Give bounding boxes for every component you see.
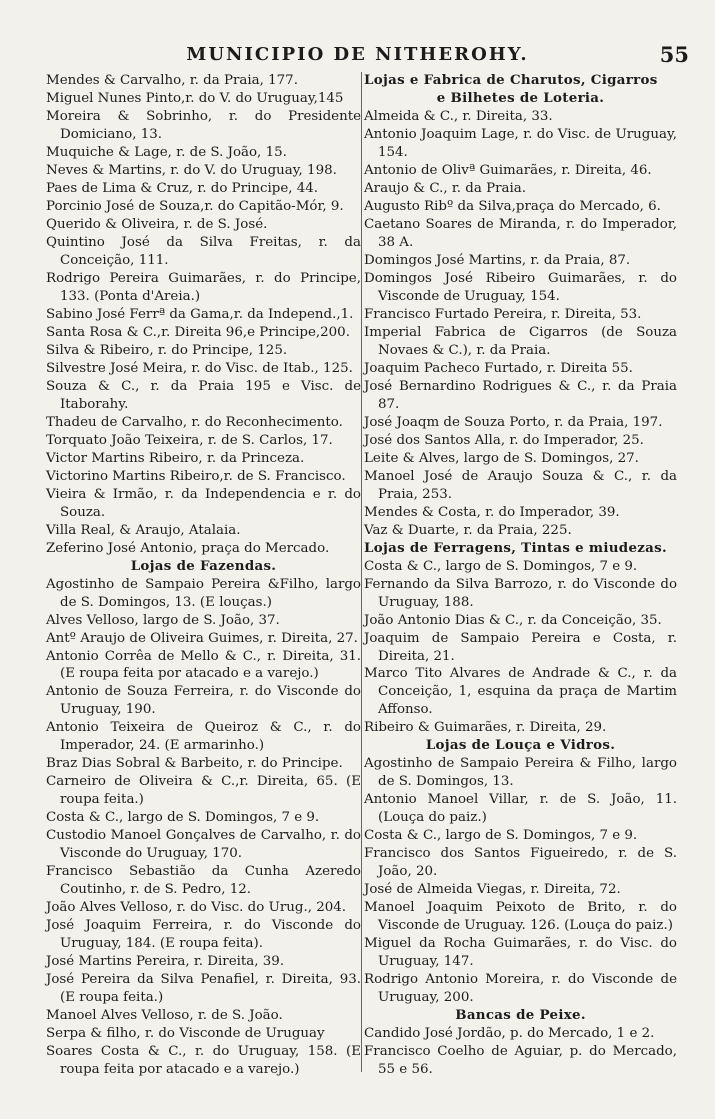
directory-entry: Rodrigo Antonio Moreira, r. do Visconde de Uruguay, 200. (364, 972, 677, 1006)
directory-entry: Domingos José Ribeiro Guimarães, r. do Visconde de Uruguay, 154. (364, 270, 677, 304)
directory-entry: João Alves Velloso, r. do Visc. do Urug., 204. (46, 900, 347, 916)
directory-entry: João Antonio Dias & C., r. da Conceição, 35. (364, 612, 662, 628)
directory-entry: Costa & C., largo de S. Domingos, 7 e 9. (364, 828, 638, 844)
directory-entry: Mendes & Costa, r. do Imperador, 39. (364, 504, 620, 520)
directory-entry: Antonio de Souza Ferreira, r. do Visconde do Uruguay, 190. (46, 684, 361, 718)
directory-entry: Joaquim Pacheco Furtado, r. Direita 55. (364, 360, 633, 376)
directory-entry: Agostinho de Sampaio Pereira & Filho, largo de S. Domingos, 13. (364, 756, 677, 790)
page-header (0, 44, 715, 68)
directory-entry: Francisco dos Santos Figueiredo, r. de S. João, 20. (364, 846, 677, 880)
section-heading (364, 540, 677, 558)
directory-entry: Braz Dias Sobral & Barbeito, r. do Principe. (46, 756, 343, 772)
directory-entry: Francisco Coelho de Aguiar, p. do Mercado, 55 e 56. (364, 1044, 677, 1078)
directory-entry: Rodrigo Pereira Guimarães, r. do Principe, 133. (Ponta d'Areia.) (46, 270, 361, 304)
section-heading-text: Bancas de Peixe. (455, 1007, 586, 1024)
directory-entry: José de Almeida Viegas, r. Direita, 72. (364, 882, 621, 898)
directory-entry: Santa Rosa & C.,r. Direita 96,e Principe,200. (46, 324, 350, 340)
directory-entry: Querido & Oliveira, r. de S. José. (46, 216, 268, 232)
directory-entry: Vieira & Irmão, r. da Independencia e r. do Souza. (46, 486, 361, 520)
directory-entry: Antonio Corrêa de Mello & C., r. Direita, 31. (E roupa feita por atacado e a varejo.) (46, 648, 361, 682)
section-heading (46, 558, 361, 576)
column-divider (361, 72, 362, 1072)
directory-entry: Ribeiro & Guimarães, r. Direita, 29. (364, 720, 607, 736)
directory-entry: Alves Velloso, largo de S. João, 37. (46, 612, 280, 628)
directory-entry: Souza & C., r. da Praia 195 e Visc. de Itaborahy. (46, 378, 361, 412)
directory-entry: Antonio Manoel Villar, r. de S. João, 11. (Louça do paiz.) (364, 792, 677, 826)
section-heading-text: Lojas e Fabrica de Charutos, Cigarros (364, 72, 658, 88)
directory-entry: Antonio de Olivª Guimarães, r. Direita, 46. (364, 162, 652, 178)
directory-entry: José Joaqm de Souza Porto, r. da Praia, 197. (364, 414, 663, 430)
directory-entry: Fernando da Silva Barrozo, r. do Visconde do Uruguay, 188. (364, 576, 677, 610)
directory-entry: Zeferino José Antonio, praça do Mercado. (46, 540, 330, 556)
directory-entry: Torquato João Teixeira, r. de S. Carlos, 17. (46, 432, 333, 448)
directory-entry: Costa & C., largo de S. Domingos, 7 e 9. (46, 810, 320, 826)
directory-entry: José dos Santos Alla, r. do Imperador, 25. (364, 432, 644, 448)
directory-entry: Miguel Nunes Pinto,r. do V. do Uruguay,145 (46, 90, 344, 106)
directory-entry: Agostinho de Sampaio Pereira &Filho, largo de S. Domingos, 13. (E louças.) (46, 576, 361, 610)
directory-entry: Antonio Joaquim Lage, r. do Visc. de Uruguay, 154. (364, 126, 677, 160)
directory-entry: Francisco Furtado Pereira, r. Direita, 53. (364, 306, 642, 322)
directory-entry: José Bernardino Rodrigues & C., r. da Praia 87. (364, 378, 677, 412)
directory-entry: Antonio Teixeira de Queiroz & C., r. do Imperador, 24. (E armarinho.) (46, 720, 361, 754)
section-heading-text: Lojas de Fazendas. (130, 557, 277, 574)
directory-entry: Muquiche & Lage, r. de S. João, 15. (46, 144, 287, 160)
directory-entry: Custodio Manoel Gonçalves de Carvalho, r. do Visconde do Uruguay, 170. (46, 828, 361, 862)
directory-entry: Augusto Ribº da Silva,praça do Mercado, 6. (364, 198, 661, 214)
directory-entry: José Pereira da Silva Penafiel, r. Direita, 93. (E roupa feita.) (46, 972, 361, 1006)
directory-entry: Villa Real, & Araujo, Atalaia. (46, 522, 241, 538)
section-heading (364, 72, 677, 108)
directory-entry: Marco Tito Alvares de Andrade & C., r. da Conceição, 1, esquina da praça de Martim Affonso. (364, 666, 677, 718)
directory-entry: Imperial Fabrica de Cigarros (de Souza Novaes & C.), r. da Praia. (364, 324, 677, 358)
right-column (364, 72, 677, 1079)
directory-entry: Domingos José Martins, r. da Praia, 87. (364, 252, 631, 268)
section-heading-continuation: e Bilhetes de Loteria. (436, 89, 605, 106)
directory-entry: Vaz & Duarte, r. da Praia, 225. (364, 522, 572, 538)
directory-entry: Paes de Lima & Cruz, r. do Principe, 44. (46, 180, 319, 196)
directory-entry: Silva & Ribeiro, r. do Principe, 125. (46, 342, 288, 358)
directory-entry: Araujo & C., r. da Praia. (364, 180, 527, 196)
directory-entry: Victor Martins Ribeiro, r. da Princeza. (46, 450, 305, 466)
directory-entry: Manoel Alves Velloso, r. de S. João. (46, 1008, 283, 1024)
section-heading-text: Lojas de Ferragens, Tintas e miudezas. (364, 539, 667, 556)
directory-entry: Thadeu de Carvalho, r. do Reconhecimento. (46, 414, 343, 430)
directory-entry: Antº Araujo de Oliveira Guimes, r. Direita, 27. (46, 630, 358, 646)
page-title: MUNICIPIO DE NITHEROHY. (186, 44, 529, 65)
directory-entry: Almeida & C., r. Direita, 33. (364, 108, 553, 124)
directory-entry: Sabino José Ferrª da Gama,r. da Independ.,1. (46, 306, 354, 322)
directory-entry: Leite & Alves, largo de S. Domingos, 27. (364, 450, 639, 466)
directory-entry: Carneiro de Oliveira & C.,r. Direita, 65. (E roupa feita.) (46, 774, 361, 808)
directory-entry: Costa & C., largo de S. Domingos, 7 e 9. (364, 558, 638, 574)
directory-entry: Moreira & Sobrinho, r. do Presidente Domiciano, 13. (46, 108, 361, 142)
directory-entry: Quintino José da Silva Freitas, r. da Conceição, 111. (46, 234, 361, 268)
directory-entry: José Martins Pereira, r. Direita, 39. (46, 954, 285, 970)
left-column (46, 72, 361, 1079)
directory-entry: Manoel Joaquim Peixoto de Brito, r. do Visconde de Uruguay. 126. (Louça do paiz.) (364, 900, 677, 934)
directory-entry: Soares Costa & C., r. do Uruguay, 158. (E roupa feita por atacado e a varejo.) (46, 1044, 361, 1078)
directory-entry: Francisco Sebastião da Cunha Azeredo Coutinho, r. de S. Pedro, 12. (46, 864, 361, 898)
directory-entry: Manoel José de Araujo Souza & C., r. da Praia, 253. (364, 468, 677, 502)
directory-entry: Mendes & Carvalho, r. da Praia, 177. (46, 73, 298, 88)
directory-entry: Silvestre José Meira, r. do Visc. de Itab., 125. (46, 360, 353, 376)
page-number: 55 (659, 42, 689, 67)
directory-entry: Caetano Soares de Miranda, r. do Imperador, 38 A. (364, 216, 677, 250)
directory-entry: José Joaquim Ferreira, r. do Visconde do Uruguay, 184. (E roupa feita). (46, 918, 361, 952)
directory-entry: Serpa & filho, r. do Visconde de Uruguay (46, 1026, 325, 1042)
directory-entry: Joaquim de Sampaio Pereira e Costa, r. Direita, 21. (364, 630, 677, 664)
section-heading-text: Lojas de Louça e Vidros. (425, 737, 616, 754)
section-heading (364, 1007, 677, 1025)
directory-entry: Victorino Martins Ribeiro,r. de S. Francisco. (46, 468, 346, 484)
directory-entry: Neves & Martins, r. do V. do Uruguay, 198. (46, 162, 337, 178)
directory-entry: Candido José Jordão, p. do Mercado, 1 e 2. (364, 1026, 655, 1042)
directory-entry: Miguel da Rocha Guimarães, r. do Visc. do Uruguay, 147. (364, 936, 677, 970)
directory-entry: Porcinio José de Souza,r. do Capitão-Mór, 9. (46, 198, 344, 214)
section-heading (364, 737, 677, 755)
